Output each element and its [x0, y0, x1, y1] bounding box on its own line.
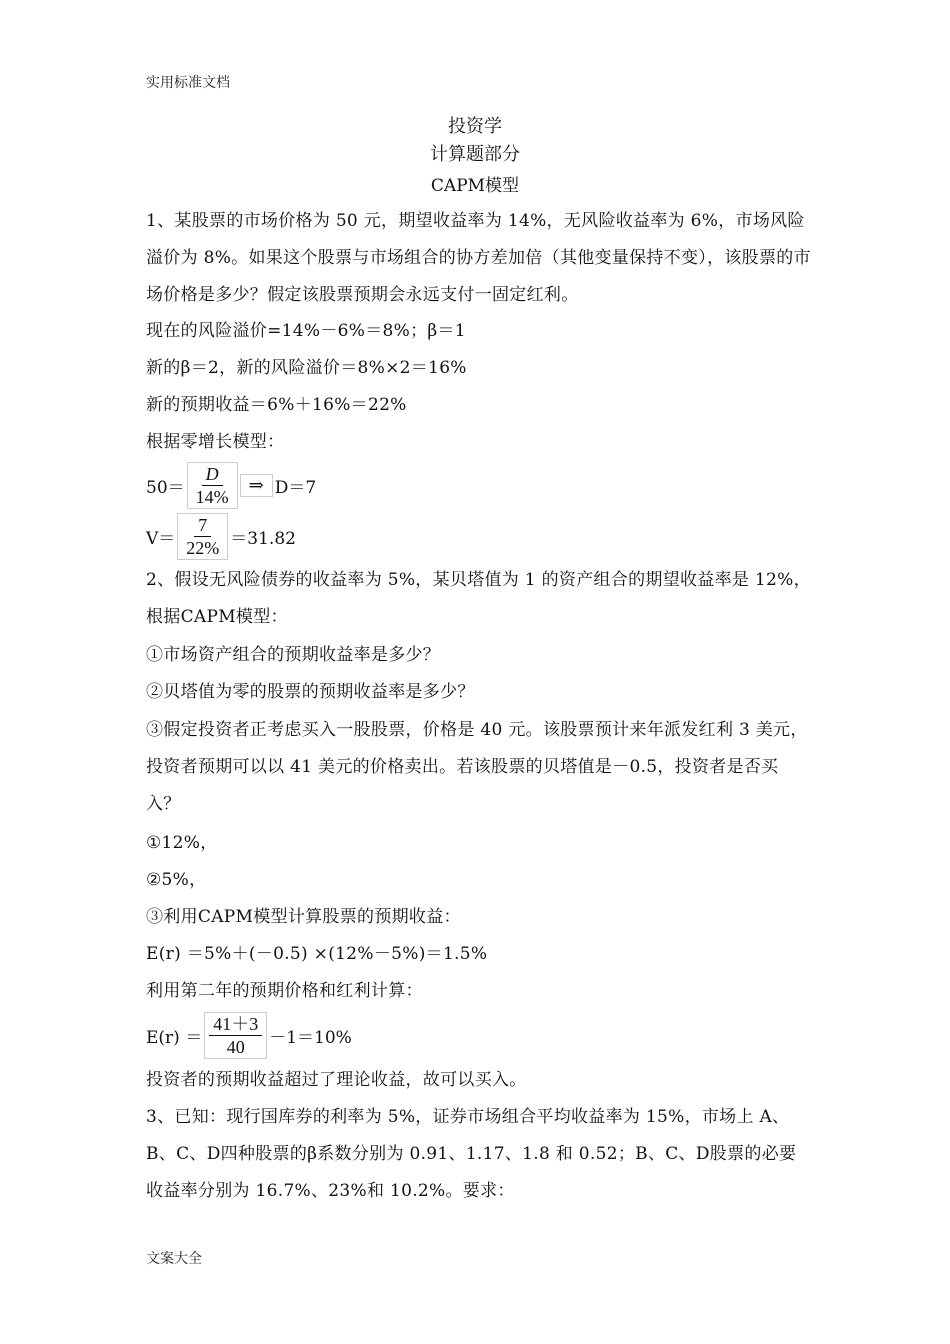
q2-item-2: ②贝塔值为零的股票的预期收益率是多少？: [146, 682, 475, 702]
eq2-right: ＝31.82: [230, 529, 296, 549]
question-2: 2、假设无风险债券的收益率为 5%，某贝塔值为 1 的资产组合的期望收益率是 12%，根据CAPM模型：: [146, 570, 811, 627]
question-1: 1、某股票的市场价格为 50 元，期望收益率为 14%，无风险收益率为 6%，市场风险溢价为 8%。如果这个股票与市场组合的协方差加倍（其他变量保持不变），该股票的市场价格是多少？假定该股票预期会永远支付一固定红利。: [146, 211, 811, 305]
q2-item-1: ①市场资产组合的预期收益率是多少？: [146, 645, 441, 665]
page-header: 实用标准文档: [146, 75, 230, 91]
eq3-left: E(r) ＝: [146, 1028, 203, 1048]
question-3: 3、已知：现行国库券的利率为 5%，证券市场组合平均收益率为 15%，市场上 A、B、C、D四种股票的β系数分别为 0.91、1.17、1.8 和 0.52；B、C、D股票的必要收益率分别为 16.7%、23%和 10.2%。要求：: [146, 1107, 797, 1201]
page-footer: 文案大全: [146, 1251, 202, 1267]
eq1-denominator: 14%: [195, 487, 229, 507]
q2-answer-3-line: 利用第二年的预期价格和红利计算：: [146, 981, 423, 1001]
eq3-fraction: [204, 1012, 267, 1059]
q2-item-3: ③假定投资者正考虑买入一股股票，价格是 40 元。该股票预计来年派发红利 3 美元，投资者预期可以以 41 美元的价格卖出。若该股票的贝塔值是－0.5，投资者是否买入？: [146, 720, 808, 814]
section-title: CAPM模型: [430, 176, 520, 196]
q2-answer-3-equation: E(r) ＝5%＋(－0.5) ×(12%－5%)＝1.5%: [146, 944, 488, 964]
document-title: 投资学: [448, 116, 502, 137]
q1-equation-1: [146, 462, 316, 509]
eq2-numerator: 7: [194, 514, 211, 537]
q1-equation-2: [146, 513, 296, 560]
eq3-denominator: 40: [226, 1037, 245, 1057]
eq1-numerator: D: [202, 463, 223, 486]
q1-line-2: 新的β＝2，新的风险溢价＝8%×2＝16%: [146, 358, 467, 378]
q1-line-3: 新的预期收益＝6%＋16%＝22%: [146, 395, 407, 415]
q2-answer-3: ③利用CAPM模型计算股票的预期收益：: [146, 907, 461, 927]
document-subtitle: 计算题部分: [430, 144, 520, 165]
eq2-fraction: [177, 513, 228, 560]
q1-line-4: 根据零增长模型：: [146, 432, 285, 452]
q2-answer-2: ②5%，: [146, 870, 207, 890]
q2-answer-1: ①12%，: [146, 833, 218, 853]
eq1-fraction: [187, 462, 238, 509]
eq3-numerator: 41＋3: [209, 1013, 262, 1036]
eq2-denominator: 22%: [186, 538, 220, 558]
implies-arrow: ⇒: [240, 474, 273, 497]
q1-line-1: 现在的风险溢价=14%－6%＝8%；β＝1: [146, 321, 466, 341]
eq1-right: D＝7: [274, 478, 317, 498]
eq1-left: 50＝: [146, 478, 185, 498]
eq3-right: －1＝10%: [269, 1028, 352, 1048]
eq2-left: V＝: [146, 529, 176, 549]
q2-equation-3: [146, 1012, 352, 1059]
q2-conclusion: 投资者的预期收益超过了理论收益，故可以买入。: [146, 1070, 527, 1090]
